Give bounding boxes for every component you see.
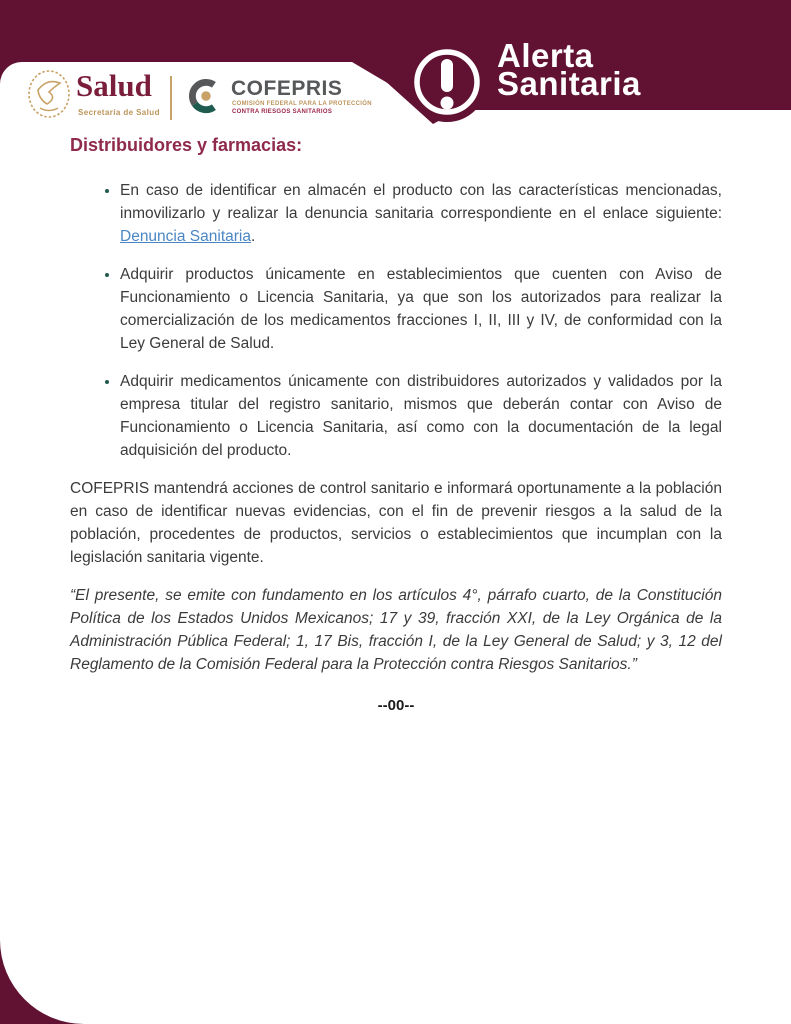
document-body [70,126,722,717]
cofepris-statement-paragraph: COFEPRIS mantendrá acciones de control sanitario e informará oportunamente a la población en caso de identificar nuevas evidencias, con el fin de prevenir riesgos a la salud de la población, procedentes de productos, servicios o establecimientos que incumplan con la legislación sanitaria vigente. [70,480,722,566]
denuncia-sanitaria-link[interactable]: Denuncia Sanitaria [120,228,251,245]
bullet-1-text-end: . [250,228,256,245]
alert-title [497,37,641,102]
salud-eagle-icon [26,68,72,120]
logo-divider [170,76,172,120]
legal-basis-quote: “El presente, se emite con fundamento en los artículos 4°, párrafo cuarto, de la Constitución Política de los Estados Unidos Mexicanos; 17 y 39, fracción XXI, de la Ley Orgánica de la Administración Pública Federal; 1, 17 Bis, fracción I, de la Ley General de Salud; y 3, 12 del Reglamento de la Comisión Federal para la Protección contra Riesgos Sanitarios.” [70,587,722,673]
list-item [120,179,722,248]
bullet-1-text: En caso de identificar en almacén el producto con las características mencionadas, inmovilizarlo y realizar la denuncia sanitaria correspondiente en el enlace siguiente: [120,182,722,222]
cofepris-logo-subtitle-2: CONTRA RIESGOS SANITARIOS [232,109,333,115]
cofepris-logo-subtitle-1: COMISIÓN FEDERAL PARA LA PROTECCIÓN [232,101,372,107]
salud-logo-title: Salud [76,68,152,103]
bullet-list [70,179,722,462]
section-heading: Distribuidores y farmacias: [70,135,303,155]
bottom-corner-decoration [0,934,90,1024]
salud-logo-subtitle: Secretaría de Salud [78,108,160,117]
cofepris-logo-title: COFEPRIS [231,77,343,100]
exclamation-icon [441,59,454,110]
end-mark: --00-- [377,697,415,714]
bullet-2-text: Adquirir productos únicamente en establecimientos que cuenten con Aviso de Funcionamiento o Licencia Sanitaria, ya que son los autorizados para realizar la comercialización de los medicamentos fracciones I, II, III y IV, de conformidad con la Ley General de Salud. [120,266,722,352]
cofepris-icon [186,76,226,116]
bullet-3-text: Adquirir medicamentos únicamente con distribuidores autorizados y validados por la empresa titular del registro sanitario, mismos que deberán contar con Aviso de Funcionamiento o Licencia Sanitaria, así como con la documentación de la legal adquisición del producto. [120,373,722,459]
alert-title-line1: Alerta [497,37,594,74]
list-item [120,263,722,355]
alert-title-line2: Sanitaria [497,65,641,102]
list-item [120,370,722,462]
